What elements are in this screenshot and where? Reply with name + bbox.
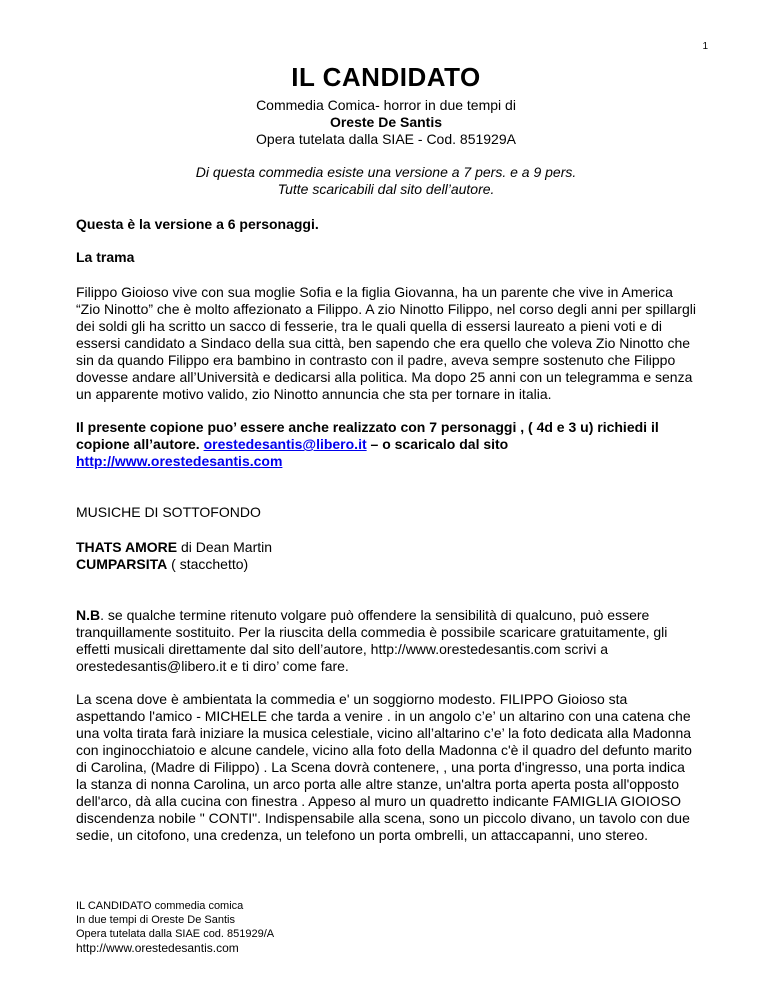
request-text-2: – o scaricalo dal sito [366,436,509,452]
plot-heading: La trama [76,249,135,265]
music-title: CUMPARSITA [76,556,168,572]
footer-line-2: In due tempi di Oreste De Santis [76,914,235,926]
music-list [76,539,696,573]
author-name: Oreste De Santis [329,114,443,130]
document-title: IL CANDIDATO [291,62,481,92]
plot-paragraph: Filippo Gioioso vive con sua moglie Sofia e la figlia Giovanna, ha un parente che vive in America “Zio Ninotto” che è molto affezionato a Filippo. A zio Ninotto Filippo, nel corso degli anni per spillargli dei soldi gli ha scritto un sacco di fesserie, tra le quali quella di essersi laureato a pieni voti e di essersi candidato a Sindaco della sua città, ben sapendo che era quello che voleva Zio Ninotto che sin da quando Filippo era bambino in contrasto con il padre, aveva sempre sostenuto che Filippo dovesse andare all’Università e dedicarsi alla politica. Ma dopo 25 anni con un telegramma e senza un apparente motivo valido, zio Ninotto annuncia che sta per tornare in italia. [76,284,696,402]
nb-text: . se qualche termine ritenuto volgare può offendere la sensibilità di qualcuno, può essere tranquillamente sostituito. Per la riuscita della commedia è possibile scaricare gratuitamente, gli effetti musicali direttamente dal sito dell’autore, http://www.orestedesantis.com scrivi a orestedesantis@libero.it e ti diro’ come fare. [76,607,668,674]
nb-paragraph [76,607,696,675]
versions-note-line-1: Di questa commedia esiste una versione a 7 pers. e a 9 pers. [195,164,577,180]
footer-line-3: Opera tutelata dalla SIAE cod. 851929/A [76,928,275,940]
author-site-link[interactable]: http://www.orestedesantis.com [76,453,283,469]
footer-url: http://www.orestedesantis.com [76,941,239,955]
versions-note-line-2: Tutte scaricabili dal sito dell’autore. [277,181,495,197]
footer-line-1: IL CANDIDATO commedia comica [76,900,244,912]
music-detail: di Dean Martin [177,539,273,555]
page-footer [76,899,274,955]
author-email-link[interactable]: orestedesantis@libero.it [203,436,367,452]
scene-paragraph: La scena dove è ambientata la commedia e' un soggiorno modesto. FILIPPO Gioioso sta aspettando l'amico - MICHELE che tarda a venire . in un angolo c’e’ un altarino con una catena che una volta tirata farà iniziare la musica celestiale, vicino all’altarino c’e’ la foto dedicata alla Madonna con inginocchiatoio e alcune candele, vicino alla foto della Madonna c'è il quadro del defunto marito di Carolina, (Madre di Filippo) . La Scena dovrà contenere, , una porta d'ingresso, una porta indica la stanza di nonna Carolina, un arco porta alle altre stanze, un'altra porta aperta posta all'opposto dell'arco, dà alla cucina con finestra . Appeso al muro un quadretto indicante FAMIGLIA GIOIOSO discendenza nobile " CONTI". Indispensabile alla scena, sono un piccolo divano, un tavolo con due sedie, un citofono, una credenza, un telefono un porta ombrelli, un attaccapanni, uno stereo. [76,691,692,843]
request-paragraph [76,419,696,470]
document-body [76,62,696,844]
music-detail: ( stacchetto) [167,556,249,572]
copyright-line: Opera tutelata dalla SIAE - Cod. 851929A [256,131,516,147]
music-item [76,556,696,573]
versions-note [76,164,696,198]
nb-label: N.B [76,607,101,623]
page-number: 1 [702,41,708,52]
version-line: Questa è la versione a 6 personaggi. [76,216,319,232]
music-heading: MUSICHE DI SOTTOFONDO [76,504,261,520]
music-item [76,539,696,556]
music-title: THATS AMORE [76,539,178,555]
subtitle: Commedia Comica- horror in due tempi di [256,97,516,113]
request-text-1: Il presente copione puo’ essere anche realizzato con 7 personaggi , ( 4d e 3 u) richiedi il copione all’autore. [76,419,659,452]
